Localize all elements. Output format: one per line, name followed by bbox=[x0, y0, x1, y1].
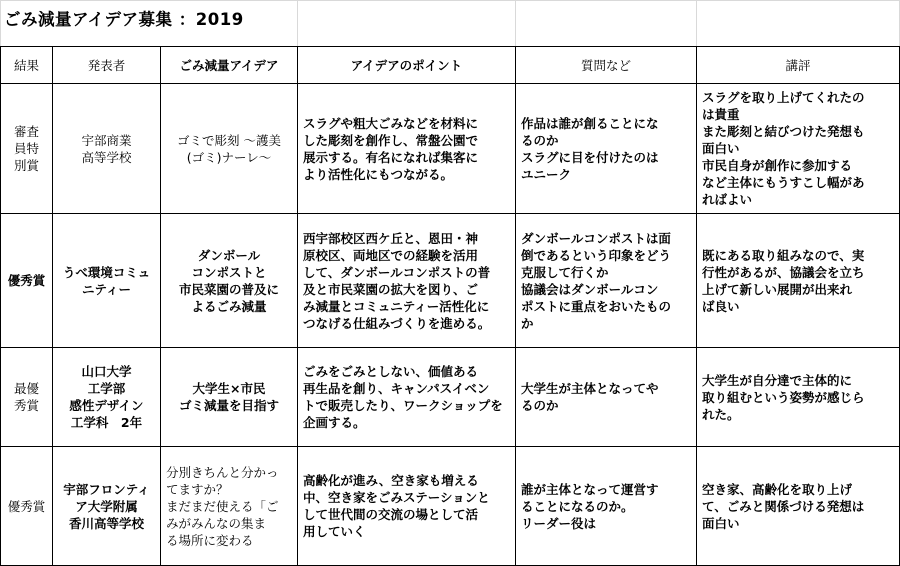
header-questions: 質問など bbox=[580, 57, 631, 73]
header-idea: ごみ減量アイデア bbox=[179, 57, 279, 73]
table-row-2-point: 西宇部校区西ケ丘と、恩田・神 原校区、両地区での経験を活用 して、ダンボールコンポストの普 及と市民菜園の拡大を図り、ご み減量とコミュニティー活性化に つなげる仕組みづくりを進める。 bbox=[303, 230, 491, 331]
table-row-2-questions: ダンボールコンポストは面 倒であるという印象をどう 克服して行くか 協議会はダンボールコン ポストに重点をおいたもの か bbox=[521, 230, 672, 331]
table-row-4-idea: 分別きちんと分かっ てますか？ まだまだ使える「ご みがみんなの集ま る場所に変わる bbox=[166, 464, 279, 548]
table-row-3-result: 最優 秀賞 bbox=[13, 381, 39, 413]
table-row-4-questions: 誰が主体となって運営す ることになるのか。 リーダー役は bbox=[521, 481, 659, 531]
table-row-2-result: 優秀賞 bbox=[7, 273, 46, 288]
header-presenter: 発表者 bbox=[87, 57, 126, 73]
table-row-3-presenter: 山口大学 工学部 感性デザイン 工学科 2年 bbox=[69, 364, 144, 430]
table-row-3-point: ごみをごみとしない、価値ある 再生品を創り、キャンパスイベン トで販売したり、ワークショップを 企画する。 bbox=[303, 364, 503, 430]
table-row-1-idea: ゴミで彫刻 ～護美 (ゴミ)ナーレ～ bbox=[177, 132, 281, 165]
table-row-4-review: 空き家、高齢化を取り上げ て、ごみと関係づける発想は 面白い bbox=[702, 481, 865, 531]
page-title: ごみ減量アイデア募集 ：2019 bbox=[4, 10, 244, 29]
table-row-1-point: スラグや粗大ごみなどを材料に した彫刻を創作し、常盤公園で 展示する。有名になれば集客に より活性化にもつながる。 bbox=[303, 115, 479, 182]
table-row-1-presenter: 宇部商業 高等学校 bbox=[81, 132, 132, 165]
table-row-4-presenter: 宇部フロンティ ア大学附属 香川高等学校 bbox=[63, 481, 150, 531]
table-row-4-result: 優秀賞 bbox=[7, 498, 46, 514]
header-point: アイデアのポイント bbox=[350, 57, 463, 73]
header-result: 結果 bbox=[13, 57, 39, 73]
table-row-3-idea: 大学生×市民 ゴミ減量を目指す bbox=[178, 381, 279, 413]
table-row-3-review: 大学生が自分達で主体的に 取り組むという姿勢が感じら れた。 bbox=[702, 372, 865, 422]
table-row-2-review: 既にある取り組みなので、実 行性があるが、協議会を立ち 上げて新しい展開が出来れ ば良い bbox=[702, 247, 865, 314]
table-row-2-presenter: うべ環境コミュ ニティー bbox=[62, 264, 151, 297]
table-row-4-point: 高齢化が進み、空き家も増える 中、空き家をごみステーションと して世代間の交流の場として活 用していく bbox=[303, 473, 490, 539]
table-row-1-questions: 作品は誰が創ることにな るのか スラグに目を付けたのは ユニーク bbox=[521, 115, 659, 182]
table-row-3-questions: 大学生が主体となってや るのか bbox=[521, 381, 659, 413]
table-row-2-idea: ダンボール コンポストと 市民菜園の普及に よるごみ減量 bbox=[178, 247, 279, 314]
header-review: 講評 bbox=[785, 57, 811, 73]
table-row-1-review: スラグを取り上げてくれたの は貴重 また彫刻と結びつけた発想も 面白い 市民自身が創作に参加する など主体にもうすこし幅があ ればよい bbox=[702, 90, 865, 207]
table-row-1-result: 審査 員特 別賞 bbox=[13, 124, 39, 173]
